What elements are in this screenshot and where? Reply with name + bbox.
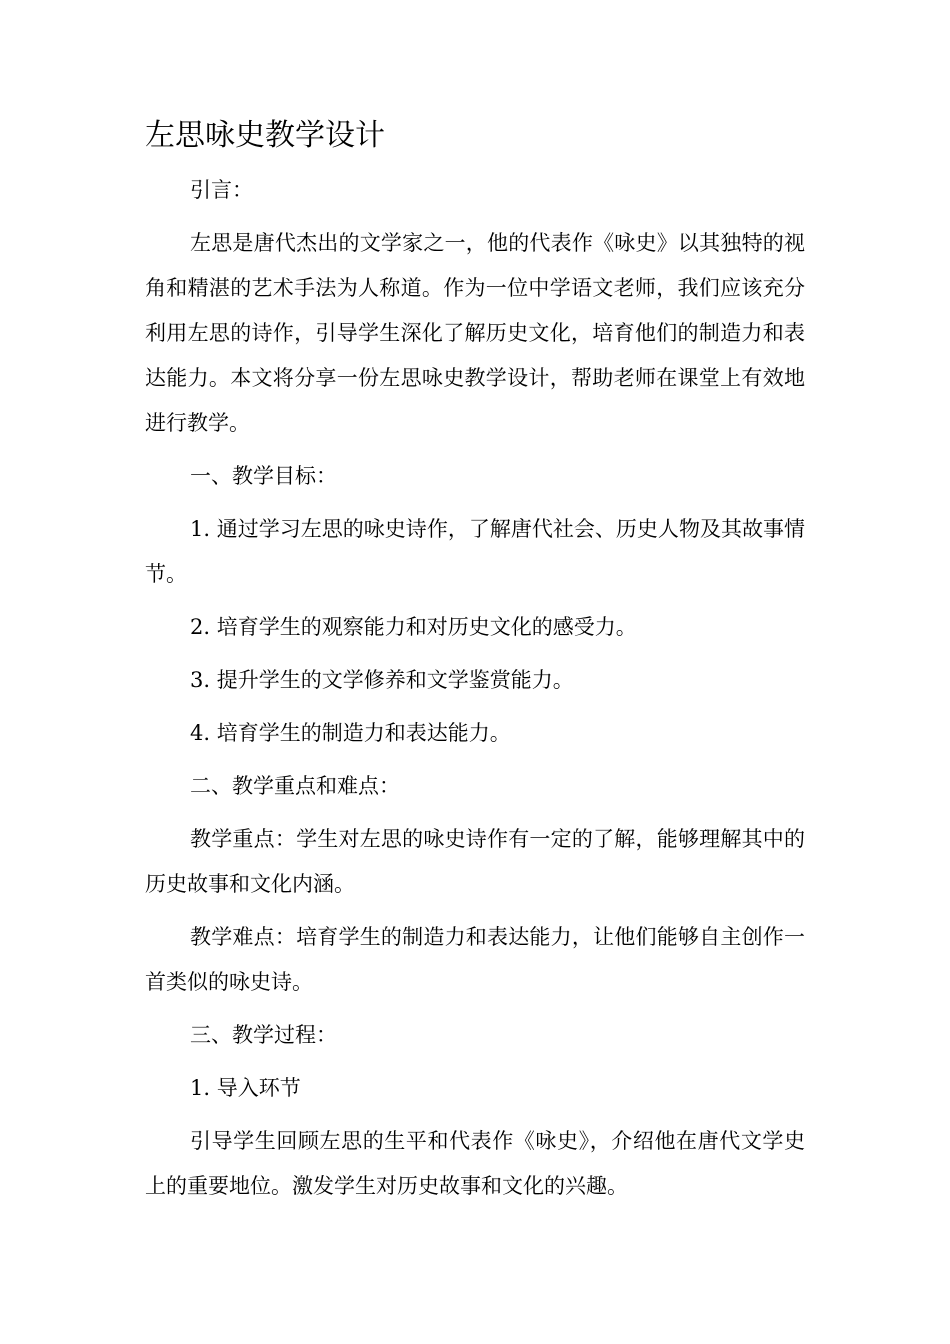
- section-heading-key-points: 二、教学重点和难点：: [190, 774, 400, 798]
- paragraph-key-point: 教学重点：学生对左思的咏史诗作有一定的了解，能够理解其中的历史故事和文化内涵。: [145, 827, 805, 896]
- goal-item: 4. 培育学生的制造力和表达能力。: [190, 721, 511, 745]
- paragraph-intro: 左思是唐代杰出的文学家之一，他的代表作《咏史》以其独特的视角和精湛的艺术手法为人称道。作为一位中学语文老师，我们应该充分利用左思的诗作，引导学生深化了解历史文化，培育他们的制造力和表达能力。本文将分享一份左思咏史教学设计，帮助老师在课堂上有效地进行教学。: [145, 231, 805, 435]
- paragraph-difficulty: 教学难点：培育学生的制造力和表达能力，让他们能够自主创作一首类似的咏史诗。: [145, 925, 805, 994]
- paragraph-process-step: 引导学生回顾左思的生平和代表作《咏史》，介绍他在唐代文学史上的重要地位。激发学生对历史故事和文化的兴趣。: [145, 1129, 805, 1198]
- goal-item: 2. 培育学生的观察能力和对历史文化的感受力。: [190, 615, 637, 639]
- goal-item: 3. 提升学生的文学修养和文学鉴赏能力。: [190, 668, 574, 692]
- goal-item: 1. 通过学习左思的咏史诗作，了解唐代社会、历史人物及其故事情节。: [145, 517, 805, 586]
- process-step-heading: 1. 导入环节: [190, 1076, 301, 1100]
- section-heading-goals: 一、教学目标：: [190, 464, 337, 488]
- document-body: [145, 168, 805, 1217]
- paragraph-intro-heading: 引言：: [190, 178, 253, 202]
- section-heading-process: 三、教学过程：: [190, 1023, 337, 1047]
- document-title: 左思咏史教学设计: [145, 118, 385, 153]
